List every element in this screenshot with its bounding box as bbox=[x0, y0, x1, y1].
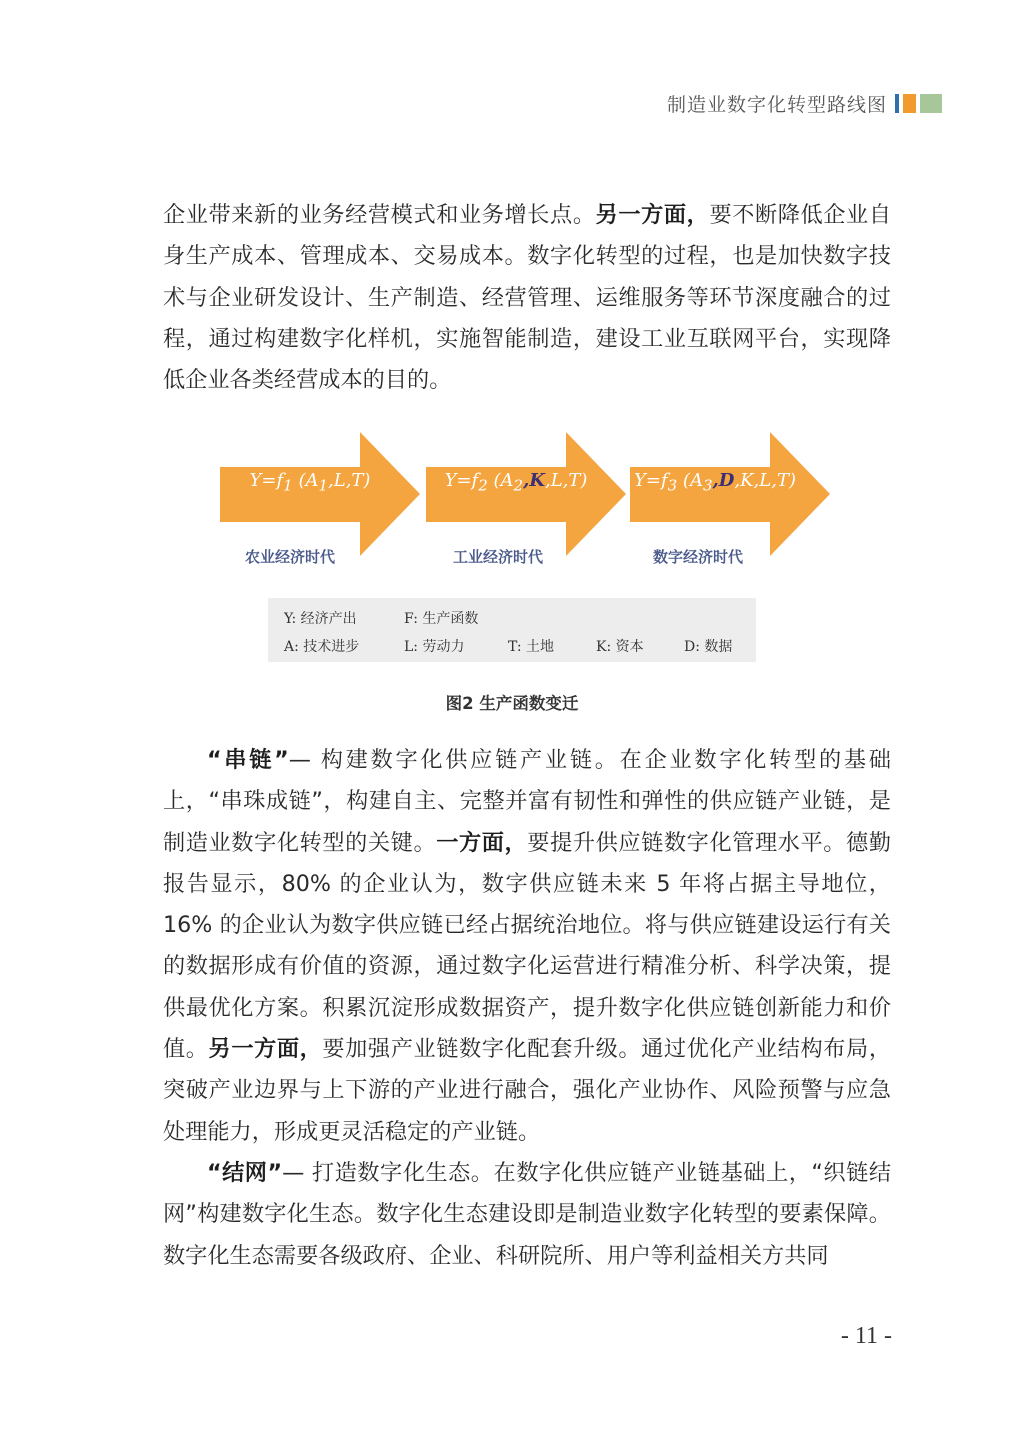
page-number: - 11 - bbox=[840, 1323, 892, 1349]
net-paragraph bbox=[163, 1153, 891, 1277]
stage-label-industry: 工业经济时代 bbox=[452, 548, 543, 566]
intro-paragraph bbox=[163, 195, 891, 401]
net-title: “结网” bbox=[207, 1159, 283, 1186]
stage-arrow-digital bbox=[630, 432, 830, 561]
stage-arrow-agriculture bbox=[220, 432, 420, 561]
formula-1: $Y=f_1$ $(A_1,L,T)$ bbox=[249, 470, 371, 495]
figure-legend bbox=[268, 598, 756, 662]
chain-text-1: — 构建数字化供应链产业链。在企业数字化转型的基础上，“串珠成链”，构建自主、完整并富有韧性和弹性的供应链产业链，是制造业数字化转型的关键。 bbox=[163, 747, 891, 856]
chain-bold-2: 另一方面， bbox=[208, 1036, 323, 1063]
formula-2: $Y=f_2$ $(A_2,K,L,T)$ bbox=[444, 470, 588, 495]
body-block bbox=[163, 740, 891, 1277]
intro-text-a: 企业带来新的业务经营模式和业务增长点。 bbox=[163, 202, 596, 228]
header-title: 制造业数字化转型路线图 bbox=[666, 94, 887, 116]
intro-block bbox=[163, 195, 891, 401]
stage-arrow-industry bbox=[426, 432, 626, 561]
legend-f: F: 生产函数 bbox=[404, 611, 479, 627]
figure-caption: 图2 生产函数变迁 bbox=[445, 694, 579, 713]
chain-title: “串链” bbox=[207, 747, 289, 773]
legend-k: K: 资本 bbox=[596, 639, 644, 655]
legend-d: D: 数据 bbox=[684, 639, 733, 655]
chain-bold-1: 一方面， bbox=[436, 829, 528, 856]
legend-a: A: 技术进步 bbox=[284, 639, 360, 655]
intro-text-b: 要不断降低企业自身生产成本、管理成本、交易成本。数字化转型的过程，也是加快数字技术与企业研发设计、生产制造、经营管理、运维服务等环节深度融合的过程，通过构建数字化样机，实施智能制造，建设工业互联网平台，实现降低企业各类经营成本的目的。 bbox=[163, 202, 892, 394]
chain-text-3: 要加强产业链数字化配套升级。通过优化产业结构布局，突破产业边界与上下游的产业进行融合，强化产业协作、风险预警与应急处理能力，形成更灵活稳定的产业链。 bbox=[163, 1036, 892, 1145]
legend-y: Y: 经济产出 bbox=[284, 611, 357, 627]
stage-label-digital: 数字经济时代 bbox=[652, 548, 743, 566]
header-bar-blue bbox=[895, 94, 899, 113]
header-bar-orange bbox=[903, 94, 916, 113]
header-bar-green bbox=[920, 94, 942, 113]
legend-t: T: 土地 bbox=[508, 639, 555, 655]
chain-text-2: 要提升供应链数字化管理水平。德勤报告显示，80% 的企业认为，数字供应链未来 5 年将占据主导地位，16% 的企业认为数字供应链已经占据统治地位。将与供应链建设运行有关的数据形成有价值的资源，通过数字化运营进行精准分析、科学决策，提供最优化方案。积累沉淀形成数据资产，提升数字化供应链创新能力和价值。 bbox=[163, 829, 892, 1063]
formula-3: $Y=f_3$ $(A_3,D,K,L,T)$ bbox=[634, 470, 796, 495]
intro-bold: 另一方面， bbox=[595, 202, 710, 228]
chain-paragraph bbox=[163, 740, 891, 1153]
net-text-1: — 打造数字化生态。在数字化供应链产业链基础上，“织链结网”构建数字化生态。数字化生态建设即是制造业数字化转型的要素保障。数字化生态需要各级政府、企业、科研院所、用户等利益相关方共同 bbox=[163, 1159, 892, 1269]
legend-l: L: 劳动力 bbox=[404, 639, 465, 655]
stage-label-agriculture: 农业经济时代 bbox=[244, 548, 335, 566]
header-color-bars bbox=[895, 94, 942, 113]
running-header bbox=[667, 90, 942, 117]
production-function-diagram bbox=[220, 432, 840, 572]
